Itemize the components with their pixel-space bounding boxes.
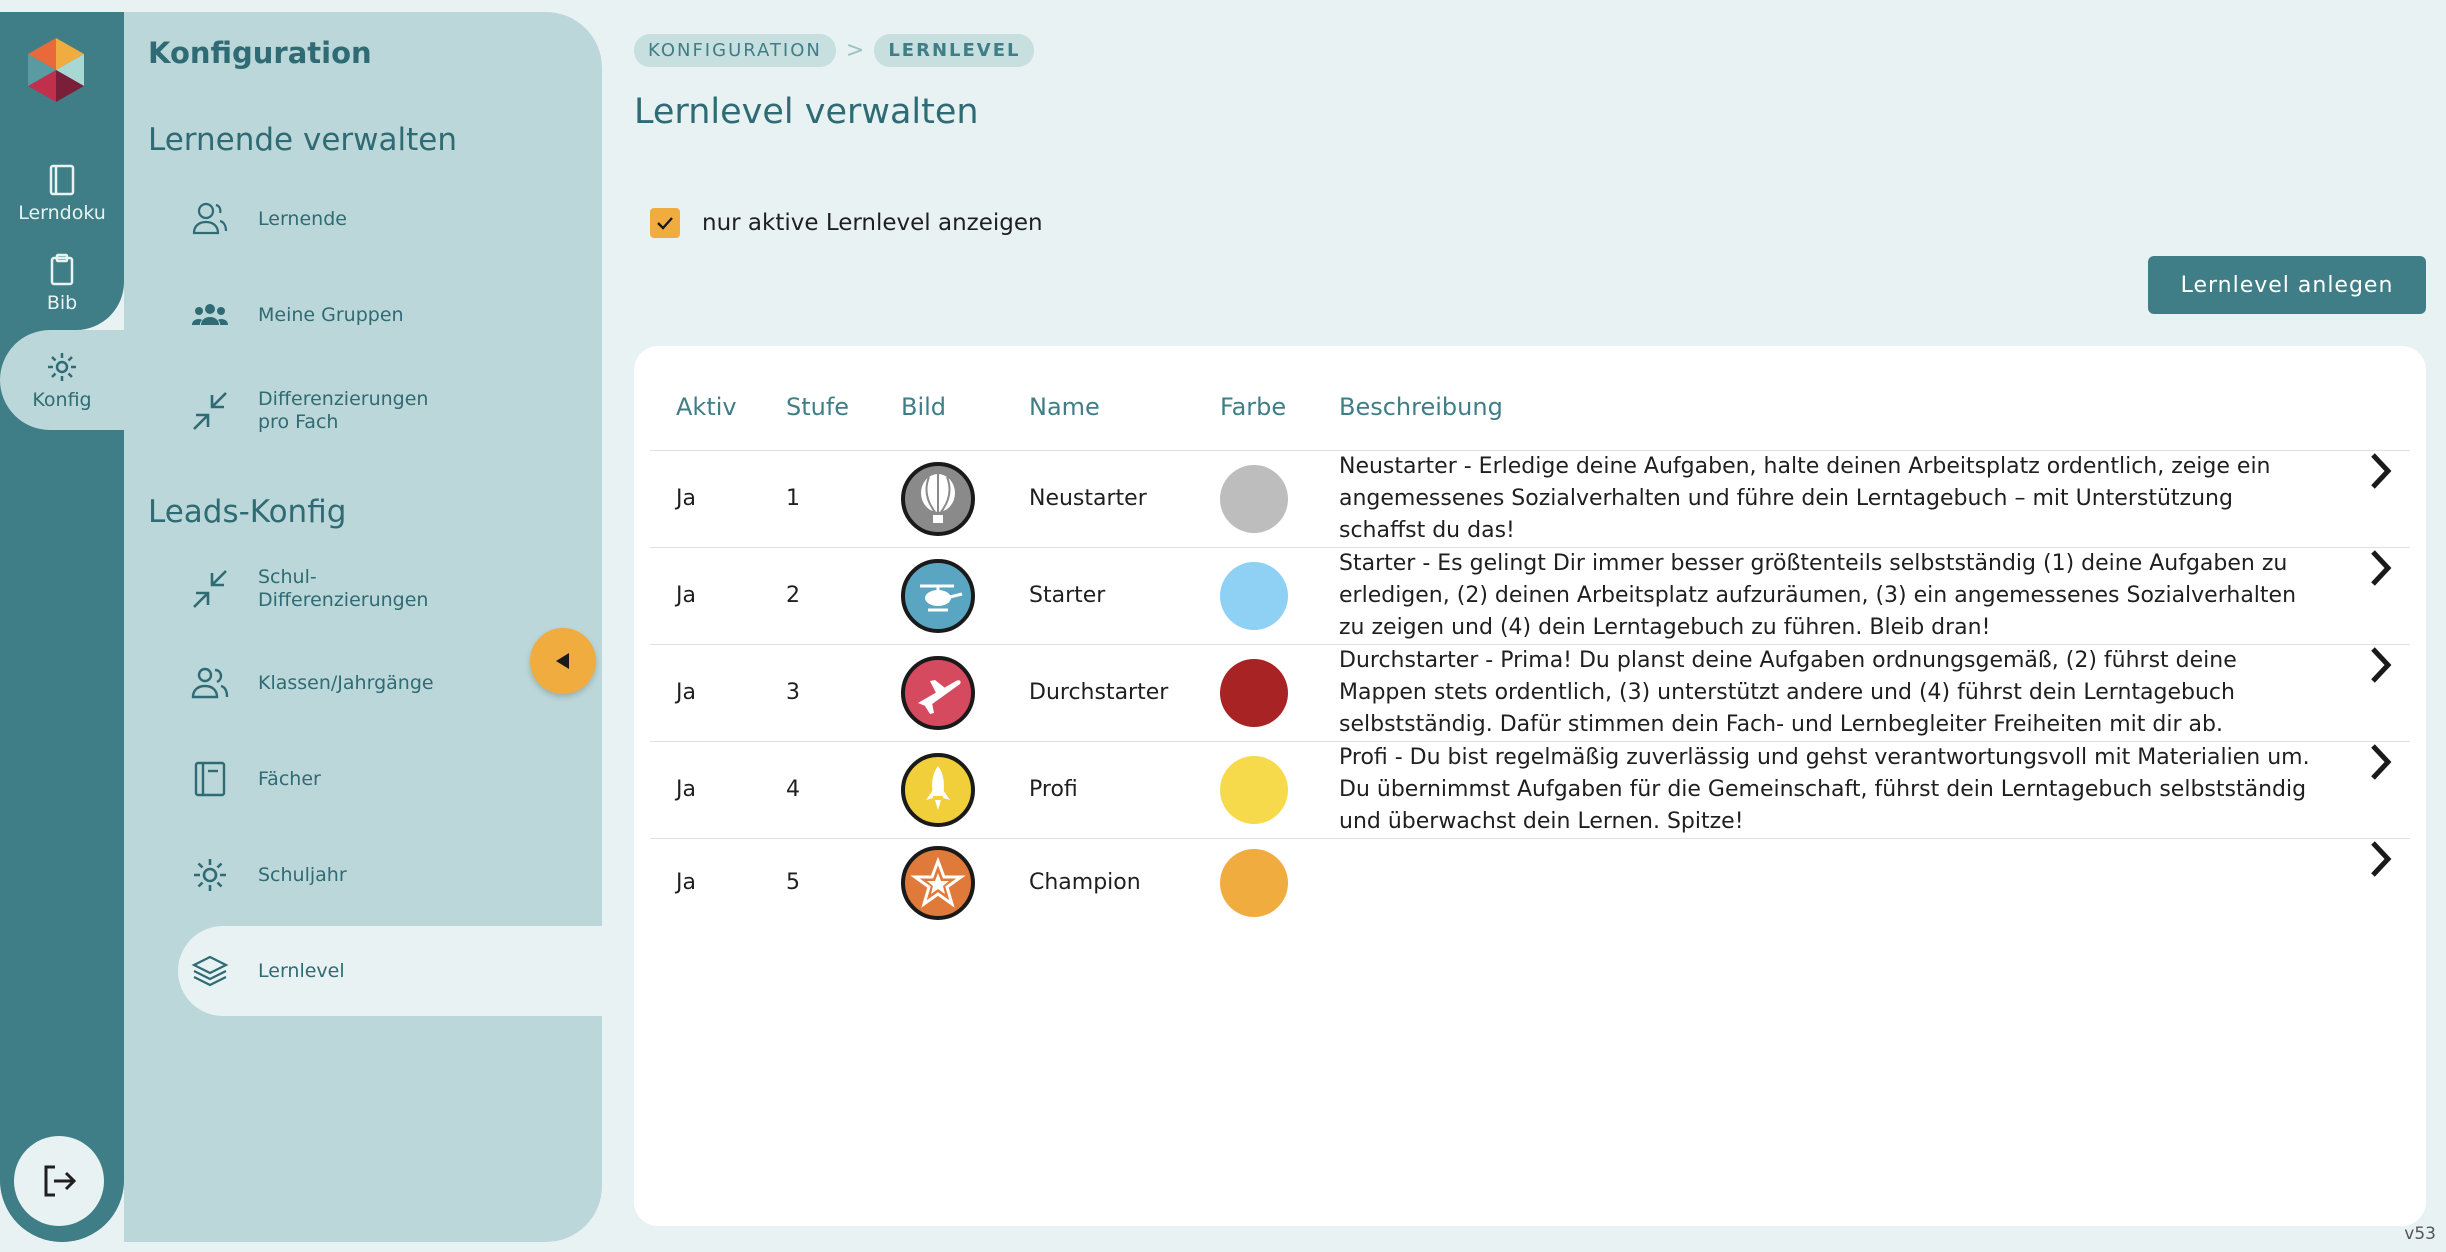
page-title: Lernlevel verwalten (634, 92, 979, 132)
chevron-right-icon[interactable] (2368, 742, 2392, 782)
cell-bild (875, 839, 1003, 927)
rail-item-label: Konfig (32, 389, 92, 411)
create-lernlevel-button[interactable]: Lernlevel anlegen (2148, 256, 2426, 314)
cell-name: Neustarter (1003, 450, 1194, 548)
cell-aktiv: Ja (676, 869, 696, 895)
table-row[interactable] (650, 742, 2410, 839)
cell-action (2313, 742, 2410, 839)
cell-beschreibung: Neustarter - Erledige deine Aufgaben, halte deinen Arbeitsplatz ordentlich, zeige ein angemessenes Sozialverhalten und führe dein Lerntagebuch – mit Unterstützung schaffst du das! (1313, 450, 2313, 548)
gear-icon (190, 855, 230, 895)
sidebar-item-label: Lernende (258, 207, 347, 230)
airplane-icon (901, 656, 975, 730)
rail-item-konfig[interactable] (0, 330, 124, 430)
clipboard-icon (44, 252, 80, 288)
active-filter-checkbox[interactable] (650, 208, 680, 238)
sidebar-item-meine-gruppen[interactable] (178, 270, 602, 360)
cell-name: Champion (1029, 869, 1141, 895)
color-swatch (1220, 562, 1288, 630)
cell-aktiv: Ja (650, 548, 760, 645)
cell-bild (875, 645, 1003, 742)
app-logo (20, 34, 92, 106)
sidebar-item-lernende[interactable] (178, 174, 602, 264)
cell-bild (875, 548, 1003, 645)
chevron-right-icon[interactable] (2368, 451, 2392, 491)
sidebar-item-label: Klassen/Jahrgänge (258, 671, 434, 694)
version-label: v53 (2404, 1224, 2436, 1244)
cell-aktiv: Ja (650, 645, 760, 742)
rail-item-label: Lerndoku (18, 202, 106, 224)
cell-bild (875, 742, 1003, 839)
cell-farbe (1194, 742, 1313, 839)
rocket-icon (901, 753, 975, 827)
merge-arrows-icon (190, 391, 230, 431)
layers-icon (190, 951, 230, 991)
notebook-icon (44, 162, 80, 198)
rail-item-bib[interactable] (0, 240, 124, 326)
table-row[interactable] (650, 548, 2410, 645)
chevron-right-icon[interactable] (2368, 839, 2392, 879)
sidebar-item-schuljahr[interactable] (178, 830, 602, 920)
color-swatch (1220, 659, 1288, 727)
breadcrumb-item-lernlevel: LERNLEVEL (874, 34, 1034, 67)
cell-action (2313, 548, 2410, 645)
table-row[interactable] (650, 839, 2410, 927)
column-header-farbe[interactable]: Farbe (1194, 364, 1313, 450)
color-swatch (1220, 465, 1288, 533)
cell-farbe (1194, 450, 1313, 548)
sidebar-item-faecher[interactable] (178, 734, 602, 824)
color-swatch (1220, 849, 1288, 917)
column-header-bild[interactable]: Bild (875, 364, 1003, 450)
cell-stufe: 5 (786, 869, 800, 895)
cell-aktiv: Ja (650, 450, 760, 548)
cell-action (2313, 451, 2410, 548)
helicopter-icon (901, 559, 975, 633)
column-header-name[interactable]: Name (1003, 364, 1194, 450)
rail-item-lerndoku[interactable] (0, 150, 124, 236)
collapse-sidebar-button[interactable] (530, 628, 596, 694)
sidebar-item-differenzierungen[interactable] (178, 366, 602, 456)
color-swatch (1220, 756, 1288, 824)
table-row[interactable] (650, 645, 2410, 742)
cell-beschreibung: Starter - Es gelingt Dir immer besser größtenteils selbstständig (1) deine Aufgaben zu erledigen, (2) deinen Arbeitsplatz aufzuräumen, (3) ein angemessenes Sozialverhalten zu zeigen und (4) dein Lerntagebuch zu führen. Bleib dran! (1313, 548, 2313, 645)
cell-bild (875, 450, 1003, 548)
cell-stufe: 3 (760, 645, 875, 742)
breadcrumb-separator: > (845, 38, 865, 63)
chevron-right-icon[interactable] (2368, 548, 2392, 588)
column-header-aktiv[interactable]: Aktiv (650, 364, 760, 450)
merge-arrows-icon (190, 569, 230, 609)
sidebar-item-label: Schuljahr (258, 863, 347, 886)
cell-farbe (1194, 839, 1313, 927)
column-header-beschreibung[interactable]: Beschreibung (1313, 364, 2313, 450)
logout-button[interactable] (14, 1136, 104, 1226)
cell-beschreibung: Profi - Du bist regelmäßig zuverlässig und gehst verantwortungsvoll mit Materialien um. Du übernimmst Aufgaben für die Gemeinschaft, führst dein Lerntagebuch selbstständig und überwachst dein Lernen. Spitze! (1313, 742, 2313, 839)
sidebar-item-label: Schul-Differenzierungen (258, 566, 429, 611)
logout-icon (39, 1161, 79, 1201)
sidebar-item-label: Differenzierungen pro Fach (258, 388, 429, 433)
breadcrumb (634, 34, 1034, 67)
rail-item-label: Bib (46, 292, 78, 314)
balloon-icon (901, 462, 975, 536)
user-icon (190, 199, 230, 239)
column-header-actions (2313, 364, 2410, 450)
breadcrumb-item-konfiguration[interactable]: KONFIGURATION (634, 34, 836, 67)
column-header-stufe[interactable]: Stufe (760, 364, 875, 450)
active-filter[interactable] (650, 208, 1043, 238)
sidebar-item-label: Lernlevel (258, 959, 345, 982)
table-row[interactable] (650, 450, 2410, 548)
sidebar-item-label: Fächer (258, 767, 321, 790)
lernlevel-table (650, 364, 2410, 927)
cell-farbe (1194, 645, 1313, 742)
sidebar-item-label: Meine Gruppen (258, 303, 404, 326)
cell-name: Profi (1003, 742, 1194, 839)
cell-action (2313, 839, 2410, 927)
cell-name: Durchstarter (1003, 645, 1194, 742)
checkmark-icon (655, 213, 675, 233)
table-header-row (650, 364, 2410, 450)
cell-name: Starter (1003, 548, 1194, 645)
section-title-lernende: Lernende verwalten (148, 122, 457, 158)
group-icon (190, 295, 230, 335)
cell-aktiv: Ja (650, 742, 760, 839)
star-icon (901, 846, 975, 920)
users-icon (190, 663, 230, 703)
cell-beschreibung (1313, 839, 2313, 927)
cell-farbe (1194, 548, 1313, 645)
cell-stufe: 4 (760, 742, 875, 839)
cell-beschreibung: Durchstarter - Prima! Du planst deine Aufgaben ordnungsgemäß, (2) führst deine Mappen stets ordentlich, (3) unterstützt andere und (4) führst dein Lerntagebuch selbstständig. Dafür stimmen dein Fach- und Lernbegleiter Freiheiten mit dir ab. (1313, 645, 2313, 742)
sidebar-item-lernlevel[interactable] (178, 926, 602, 1016)
book-icon (190, 759, 230, 799)
cell-stufe: 1 (760, 450, 875, 548)
cell-stufe: 2 (760, 548, 875, 645)
triangle-left-icon (551, 649, 575, 673)
sidebar-title: Konfiguration (148, 36, 372, 70)
cell-action (2313, 645, 2410, 742)
gear-icon (44, 349, 80, 385)
sidebar-item-schul-differenzierungen[interactable] (178, 544, 602, 634)
active-filter-label: nur aktive Lernlevel anzeigen (702, 210, 1043, 236)
rail-lower (0, 430, 124, 1242)
lernlevel-table-card (634, 346, 2426, 1226)
section-title-leads: Leads-Konfig (148, 494, 347, 530)
chevron-right-icon[interactable] (2368, 645, 2392, 685)
